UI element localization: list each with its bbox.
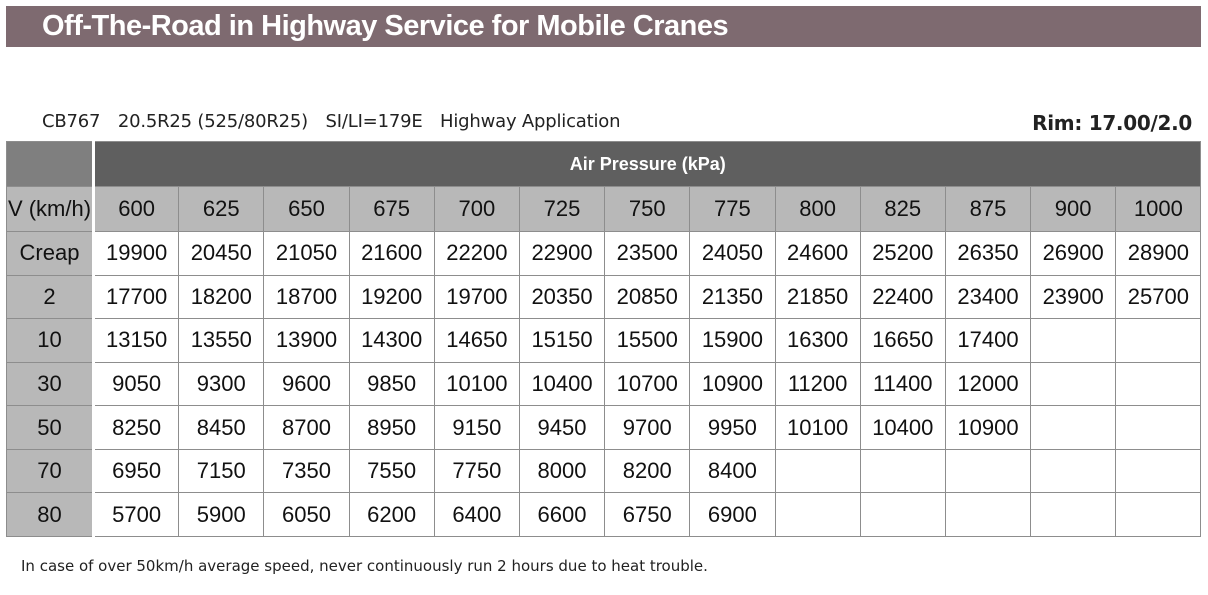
footnote: In case of over 50km/h average speed, never continuously run 2 hours due to heat trouble. (21, 557, 708, 575)
load-cell (1031, 449, 1116, 493)
load-cell: 7750 (434, 449, 519, 493)
pressure-column-header: 800 (775, 187, 860, 232)
pressure-column-header: 900 (1031, 187, 1116, 232)
load-cell: 11200 (775, 362, 860, 406)
table-corner (7, 142, 94, 187)
speed-row-header: 10 (7, 319, 94, 363)
load-cell: 6900 (690, 493, 775, 537)
table-row (7, 275, 1201, 319)
pressure-column-header: 700 (434, 187, 519, 232)
load-cell: 19200 (349, 275, 434, 319)
load-cell: 10900 (690, 362, 775, 406)
page-title: Off-The-Road in Highway Service for Mobile Cranes (42, 10, 729, 42)
load-cell: 15900 (690, 319, 775, 363)
load-cell: 22900 (519, 232, 604, 276)
load-cell: 18200 (179, 275, 264, 319)
speed-row-header: 30 (7, 362, 94, 406)
load-cell: 9600 (264, 362, 349, 406)
load-cell: 7550 (349, 449, 434, 493)
load-cell: 8450 (179, 406, 264, 450)
load-cell: 6950 (94, 449, 179, 493)
rim-spec: Rim: 17.00/2.0 (1032, 111, 1192, 135)
load-cell: 22200 (434, 232, 519, 276)
speed-row-header: 2 (7, 275, 94, 319)
load-cell: 21850 (775, 275, 860, 319)
load-cell: 13900 (264, 319, 349, 363)
load-cell: 18700 (264, 275, 349, 319)
load-cell: 17700 (94, 275, 179, 319)
load-cell: 21600 (349, 232, 434, 276)
load-cell: 10400 (860, 406, 945, 450)
pressure-column-header: 625 (179, 187, 264, 232)
load-cell: 22400 (860, 275, 945, 319)
load-cell (945, 449, 1030, 493)
load-cell: 14300 (349, 319, 434, 363)
load-cell: 25200 (860, 232, 945, 276)
load-cell: 24600 (775, 232, 860, 276)
load-cell: 11400 (860, 362, 945, 406)
load-cell (775, 449, 860, 493)
load-cell: 28900 (1116, 232, 1201, 276)
load-cell: 6200 (349, 493, 434, 537)
table-row (7, 493, 1201, 537)
speed-row-header: 50 (7, 406, 94, 450)
load-cell: 9150 (434, 406, 519, 450)
load-cell: 9050 (94, 362, 179, 406)
load-cell: 6400 (434, 493, 519, 537)
load-cell: 24050 (690, 232, 775, 276)
load-cell: 10100 (434, 362, 519, 406)
load-cell (1031, 493, 1116, 537)
load-cell: 7150 (179, 449, 264, 493)
load-cell: 16650 (860, 319, 945, 363)
load-cell (1116, 362, 1201, 406)
table-row (7, 232, 1201, 276)
tire-application: Highway Application (440, 111, 621, 132)
load-cell: 5700 (94, 493, 179, 537)
pressure-column-header: 600 (94, 187, 179, 232)
speed-row-header: Creap (7, 232, 94, 276)
load-cell: 26900 (1031, 232, 1116, 276)
table-body (7, 232, 1201, 537)
pressure-header-row (7, 187, 1201, 232)
air-pressure-header: Air Pressure (kPa) (94, 142, 1201, 187)
load-cell: 16300 (775, 319, 860, 363)
load-cell: 23500 (605, 232, 690, 276)
load-cell: 5900 (179, 493, 264, 537)
load-cell: 19900 (94, 232, 179, 276)
pressure-column-header: 1000 (1116, 187, 1201, 232)
load-cell: 9850 (349, 362, 434, 406)
load-cell: 20350 (519, 275, 604, 319)
tire-spec-line (42, 111, 632, 132)
load-cell (1031, 362, 1116, 406)
pressure-column-header: 675 (349, 187, 434, 232)
load-cell (1031, 406, 1116, 450)
load-cell: 8200 (605, 449, 690, 493)
table-row (7, 319, 1201, 363)
load-cell (1116, 406, 1201, 450)
load-cell: 21350 (690, 275, 775, 319)
tire-si-li: SI/LI=179E (325, 111, 423, 132)
load-cell: 10400 (519, 362, 604, 406)
load-cell (860, 493, 945, 537)
load-cell: 7350 (264, 449, 349, 493)
load-cell: 10100 (775, 406, 860, 450)
load-cell: 9450 (519, 406, 604, 450)
load-cell: 12000 (945, 362, 1030, 406)
speed-row-header: 80 (7, 493, 94, 537)
tire-model: CB767 (42, 111, 101, 132)
load-cell (945, 493, 1030, 537)
load-cell: 21050 (264, 232, 349, 276)
load-cell: 15500 (605, 319, 690, 363)
load-cell: 20850 (605, 275, 690, 319)
load-cell: 6750 (605, 493, 690, 537)
pressure-column-header: 875 (945, 187, 1030, 232)
load-cell: 17400 (945, 319, 1030, 363)
load-cell: 6050 (264, 493, 349, 537)
load-cell: 15150 (519, 319, 604, 363)
pressure-column-header: 725 (519, 187, 604, 232)
load-cell: 6600 (519, 493, 604, 537)
table-row (7, 406, 1201, 450)
load-cell: 10900 (945, 406, 1030, 450)
load-cell (860, 449, 945, 493)
speed-column-header: V (km/h) (7, 187, 94, 232)
load-cell: 19700 (434, 275, 519, 319)
load-cell: 9950 (690, 406, 775, 450)
load-cell: 13550 (179, 319, 264, 363)
load-cell (1031, 319, 1116, 363)
load-cell: 8950 (349, 406, 434, 450)
load-cell: 13150 (94, 319, 179, 363)
load-cell: 8700 (264, 406, 349, 450)
pressure-column-header: 825 (860, 187, 945, 232)
table-row (7, 362, 1201, 406)
load-cell: 10700 (605, 362, 690, 406)
load-cell (1116, 319, 1201, 363)
load-cell: 23900 (1031, 275, 1116, 319)
load-cell: 9700 (605, 406, 690, 450)
load-cell: 25700 (1116, 275, 1201, 319)
table-row (7, 449, 1201, 493)
pressure-column-header: 650 (264, 187, 349, 232)
load-cell (1116, 449, 1201, 493)
load-cell (1116, 493, 1201, 537)
load-cell (775, 493, 860, 537)
load-table (6, 141, 1201, 537)
load-cell: 8400 (690, 449, 775, 493)
load-cell: 23400 (945, 275, 1030, 319)
load-cell: 8000 (519, 449, 604, 493)
speed-row-header: 70 (7, 449, 94, 493)
load-cell: 26350 (945, 232, 1030, 276)
pressure-column-header: 775 (690, 187, 775, 232)
load-cell: 14650 (434, 319, 519, 363)
load-cell: 20450 (179, 232, 264, 276)
tire-size: 20.5R25 (525/80R25) (117, 111, 309, 132)
pressure-column-header: 750 (605, 187, 690, 232)
load-cell: 8250 (94, 406, 179, 450)
load-cell: 9300 (179, 362, 264, 406)
